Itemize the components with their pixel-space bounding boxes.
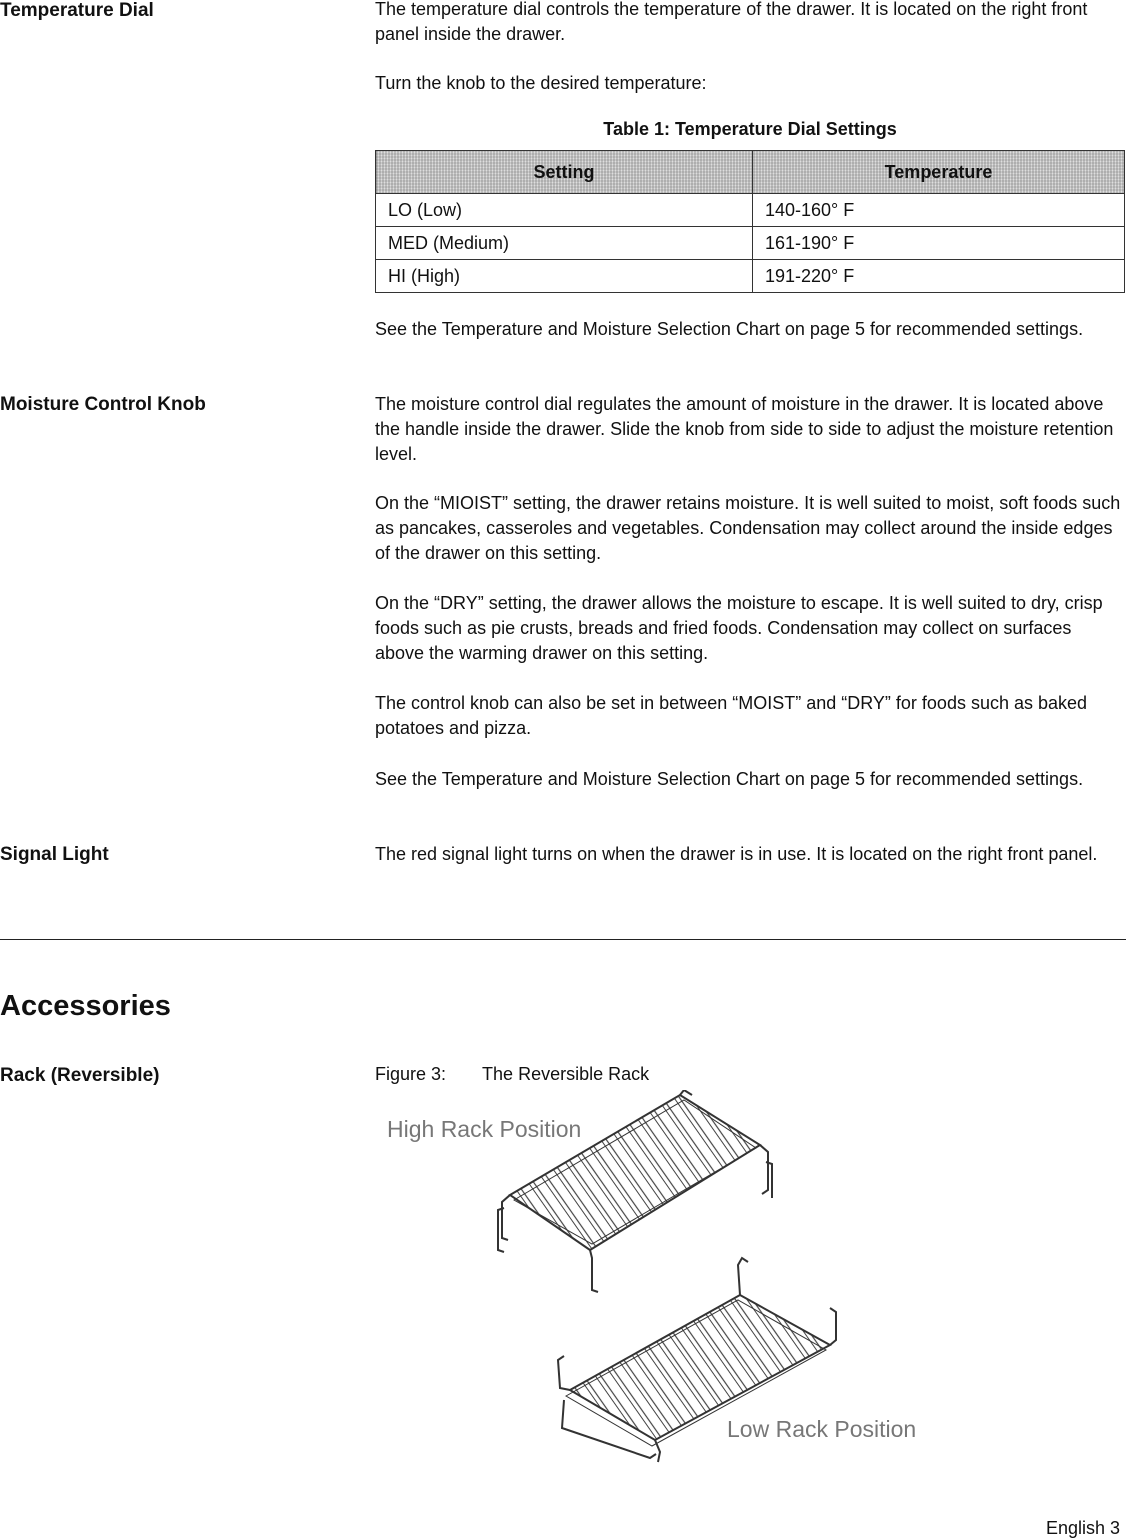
accessories-section-title: Accessories	[0, 990, 171, 1022]
table-cell-setting: MED (Medium)	[376, 227, 753, 260]
table-cell-setting: LO (Low)	[376, 194, 753, 227]
moisture-paragraph-2: On the “MIOIST” setting, the drawer retains moisture. It is well suited to moist, soft foods such as pancakes, casseroles and vegetables. Condensation may collect around the inside edges of the drawer on this setting.	[375, 493, 1121, 563]
table-cell-temperature: 140-160° F	[753, 194, 1125, 227]
high-rack	[498, 1090, 772, 1292]
signal-light-description: The red signal light turns on when the drawer is in use. It is located on the right front panel.	[375, 844, 1098, 864]
high-rack-label: High Rack Position	[387, 1116, 582, 1142]
rack-heading: Rack (Reversible)	[0, 1065, 160, 1086]
figure-title: The Reversible Rack	[482, 1064, 650, 1084]
table-header-row	[376, 151, 1125, 194]
table-cell-temperature: 191-220° F	[753, 260, 1125, 293]
moisture-paragraph-4: The control knob can also be set in between “MOIST” and “DRY” for foods such as baked potatoes and pizza.	[375, 693, 1088, 738]
temperature-settings-table-wrapper	[375, 150, 1125, 293]
moisture-control-heading: Moisture Control Knob	[0, 394, 206, 415]
moisture-paragraph-1: The moisture control dial regulates the amount of moisture in the drawer. It is located above the handle inside the drawer. Slide the knob from side to side to adjust the moisture retention level.	[375, 394, 1114, 464]
table-cell-temperature: 161-190° F	[753, 227, 1125, 260]
column-header-temperature: Temperature	[753, 151, 1125, 194]
temperature-dial-heading: Temperature Dial	[0, 0, 154, 21]
low-rack	[558, 1258, 836, 1462]
temperature-dial-instruction: Turn the knob to the desired temperature:	[375, 73, 707, 93]
figure-label: Figure 3:	[375, 1064, 447, 1084]
signal-light-heading: Signal Light	[0, 844, 109, 865]
table-cell-setting: HI (High)	[376, 260, 753, 293]
column-header-setting: Setting	[376, 151, 753, 194]
temperature-chart-reference: See the Temperature and Moisture Selection Chart on page 5 for recommended settings.	[375, 319, 1084, 339]
moisture-paragraph-3: On the “DRY” setting, the drawer allows the moisture to escape. It is well suited to dry, crisp foods such as pie crusts, breads and fried foods. Condensation may collect on surfaces above the warming drawer on this setting.	[375, 593, 1103, 663]
figure-caption	[375, 1064, 649, 1085]
table-row	[376, 194, 1125, 227]
page-footer: English 3	[1045, 1518, 1120, 1538]
reversible-rack-illustration	[480, 1090, 860, 1470]
table-title: Table 1: Temperature Dial Settings	[603, 119, 897, 139]
temperature-dial-description: The temperature dial controls the temperature of the drawer. It is located on the right front panel inside the drawer.	[375, 0, 1088, 44]
low-rack-label: Low Rack Position	[727, 1416, 917, 1442]
moisture-chart-reference: See the Temperature and Moisture Selection Chart on page 5 for recommended settings.	[375, 769, 1084, 789]
table-row	[376, 227, 1125, 260]
temperature-settings-table	[375, 150, 1125, 293]
section-divider	[0, 939, 1126, 940]
table-row	[376, 260, 1125, 293]
